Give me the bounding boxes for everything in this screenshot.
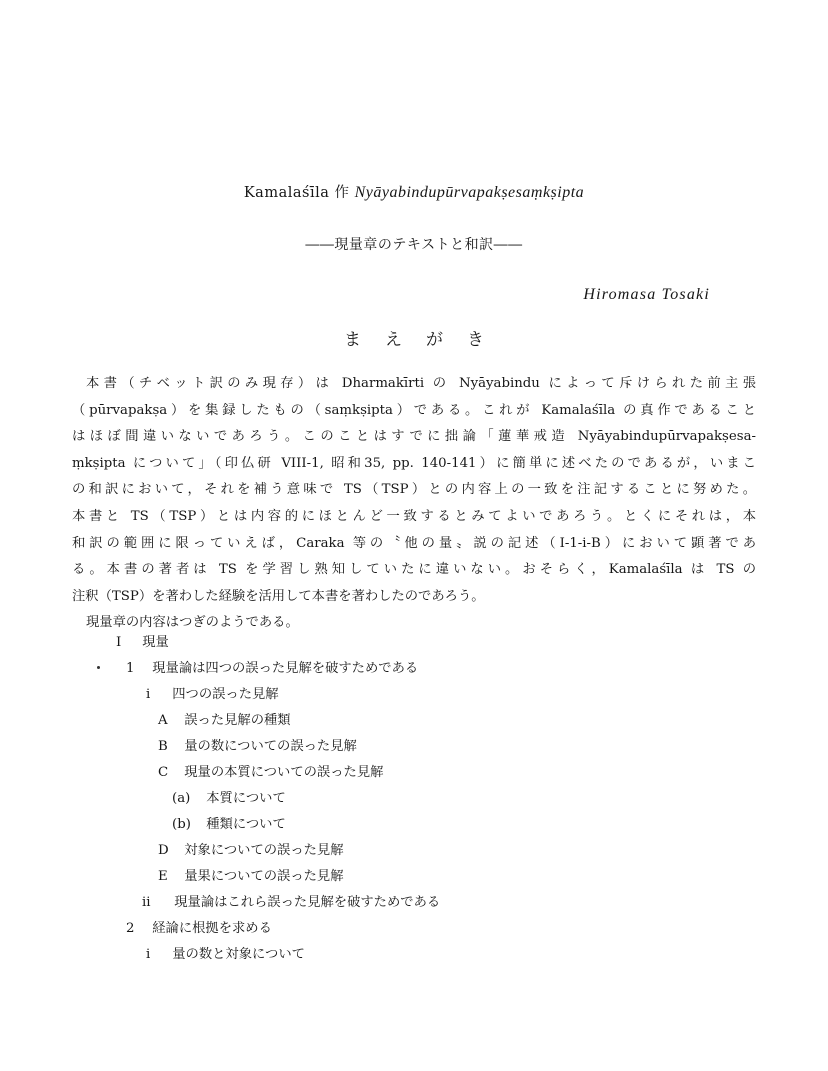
outline-text: 量果についての誤った見解 (184, 869, 344, 884)
outline-item (146, 945, 305, 965)
outline-text: 四つの誤った見解 (172, 687, 279, 702)
body-line: の和訳において，それを補う意味で TS（TSP）との内容上の一致を注記することに努めた。 (72, 482, 756, 498)
outline-text: 量の数についての誤った見解 (184, 739, 357, 754)
outline-item (172, 815, 286, 835)
outline-text: 現量の本質についての誤った見解 (184, 765, 384, 780)
paper-subtitle: ――現量章のテキストと和訳―― (305, 237, 523, 253)
outline-marker: 2 (126, 921, 135, 936)
work-title: Nyāyabindupūrvapakṣesaṃkṣipta (354, 184, 585, 201)
outline-marker: ii (142, 895, 151, 910)
outline-item (158, 867, 344, 887)
outline-marker: 1 (126, 661, 135, 676)
body-line: 注釈（TSP）を著わした経験を活用して本書を著わしたのであろう。 (72, 588, 485, 604)
outline-text: 現量論はこれら誤った見解を破すためである (174, 895, 441, 910)
outline-text: 対象についての誤った見解 (184, 843, 344, 858)
outline-marker: I (116, 635, 122, 650)
body-line: 本書と TS（TSP）とは内容的にほとんど一致するとみてよいであろう。とくにそれは，本 (72, 508, 756, 524)
outline-marker: (b) (172, 817, 191, 832)
outline-marker: i (146, 687, 151, 702)
outline-item (126, 919, 272, 939)
outline-item (158, 841, 344, 861)
outline-item (172, 789, 286, 809)
body-line: ṃkṣipta について」（印仏研 VIII-1, 昭和35, pp. 140-141）に簡単に述べたのであるが，いまこ (72, 455, 756, 471)
outline-marker: D (158, 843, 169, 858)
outline-text: 現量論は四つの誤った見解を破すためである (152, 661, 419, 676)
outline-text: 種類について (206, 817, 286, 832)
outline-item (158, 737, 357, 757)
paper-title (0, 181, 828, 202)
outline-item (146, 685, 279, 705)
outline-text: 誤った見解の種類 (184, 713, 291, 728)
outline-text: 現量 (142, 635, 169, 650)
outline-item (142, 893, 440, 913)
body-line: 現量章の内容はつぎのようである。 (86, 615, 299, 631)
body-line: 本書（チベット訳のみ現存）は Dharmakīrti の Nyāyabindu によって斥けられた前主張 (86, 376, 756, 391)
body-line: 和訳の範囲に限っていえば，Caraka 等の〝他の量〟説の記述（I-1-i-B）において顕著であ (72, 535, 756, 551)
preface-body (72, 371, 756, 637)
body-line: る。本書の著者は TS を学習し熟知していたに違いない。おそらく，Kamalaśīla は TS の (72, 562, 756, 578)
print-speck (97, 666, 100, 669)
outline-marker: C (158, 765, 169, 780)
author-name: Hiromasa Tosaki (583, 286, 710, 303)
outline-marker: E (158, 869, 168, 884)
outline-item (158, 711, 291, 731)
outline-item (116, 633, 169, 653)
outline-item (126, 659, 418, 679)
body-line: はほぼ間違いないであろう。このことはすでに拙論「蓮華戒造 Nyāyabindupūrvapakṣesa- (72, 429, 756, 445)
outline-text: 本質について (206, 791, 286, 806)
body-line: （pūrvapakṣa）を集録したもの（saṃkṣipta）である。これが Kamalaśīla の真作であること (72, 402, 756, 418)
outline-text: 量の数と対象について (172, 947, 305, 962)
outline-marker: A (158, 713, 168, 728)
section-heading: まえがき (344, 330, 508, 350)
outline-text: 経論に根拠を求める (152, 921, 272, 936)
outline-marker: B (158, 739, 168, 754)
author-attribution: Kamalaśīla 作 (243, 185, 350, 201)
outline-marker: (a) (172, 791, 191, 806)
outline-item (158, 763, 383, 783)
outline-marker: i (146, 947, 151, 962)
